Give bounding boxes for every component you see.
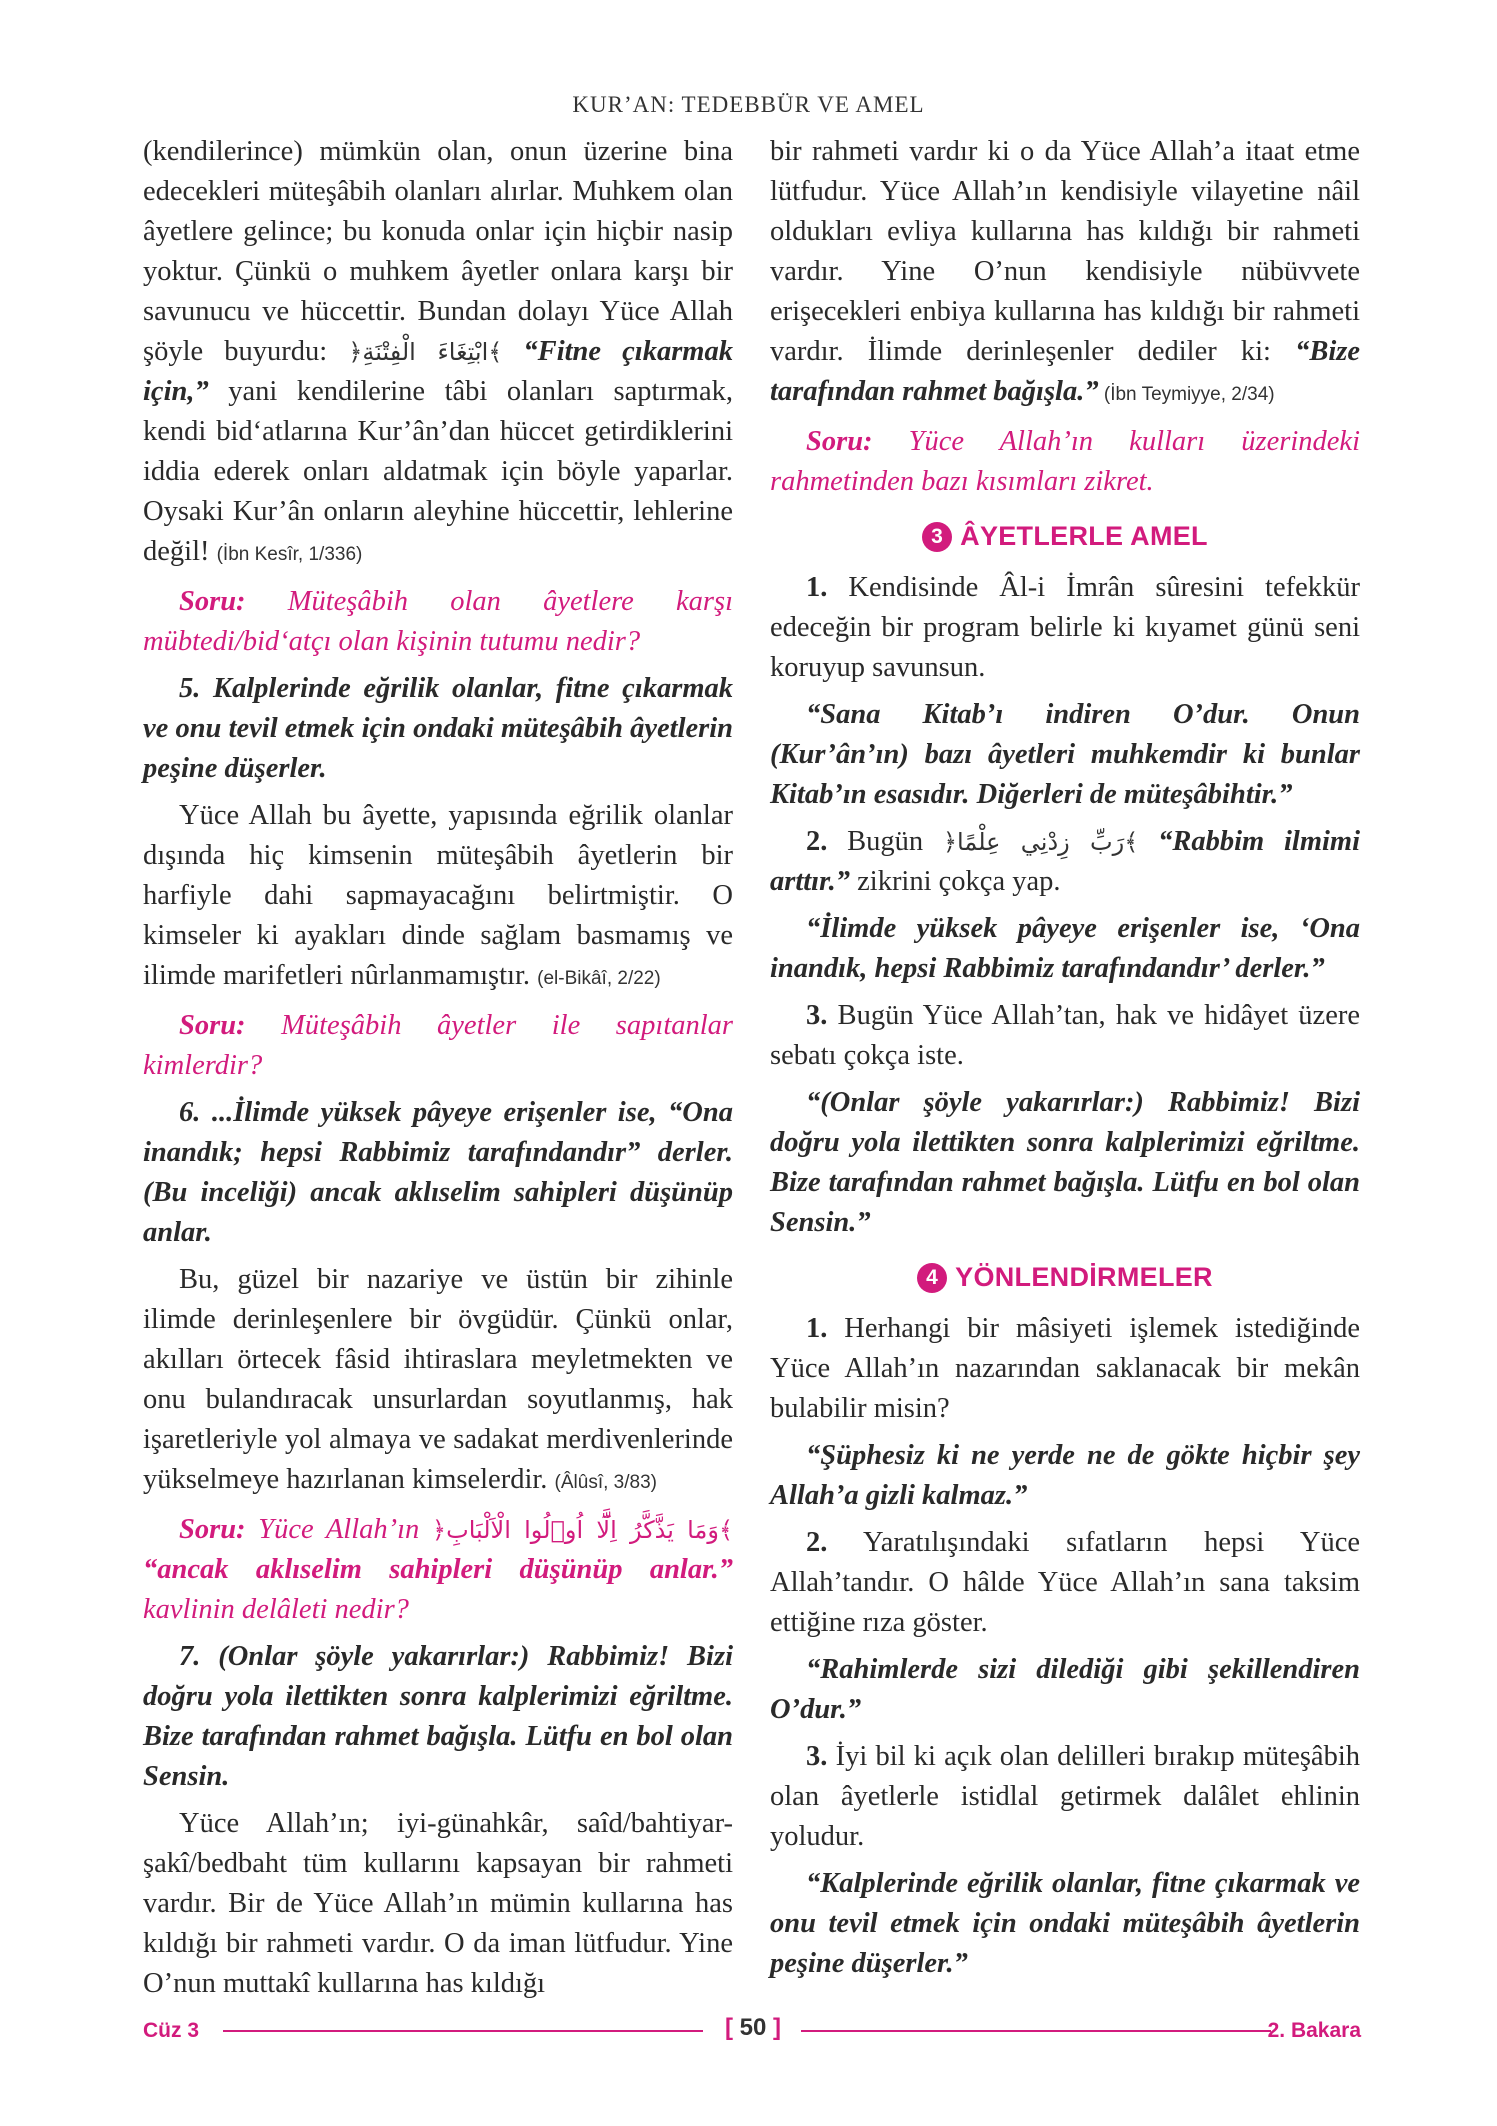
text: Yaratılışındaki sıfatların hepsi Yüce Allah’tandır. O hâlde Yüce Allah’ın sana taksim ettiğine rıza göster. xyxy=(770,1527,1360,1638)
list-item xyxy=(770,568,1360,688)
right-column xyxy=(770,132,1360,1991)
verse-quote: “Şüphesiz ki ne yerde ne de gökte hiçbir şey Allah’a gizli kalmaz.” xyxy=(770,1440,1360,1511)
verse-quote: “İlimde yüksek pâyeye erişenler ise, ‘Ona inandık, hepsi Rabbimiz tarafındandır’ derler.” xyxy=(770,913,1360,984)
paragraph: Yüce Allah’ın; iyi-günahkâr, saîd/bahtiyar-şakî/bedbaht tüm kullarını kapsayan bir rahmeti vardır. Bir de Yüce Allah’ın mümin kullarına has kıldığı bir rahmeti vardır. O da iman lütfudur. Yine O’nun muttakî kullarına has kıldığı xyxy=(143,1808,733,1999)
arabic-verse: ﴿رَبِّ زِدْنِي عِلْمًا﴾ xyxy=(942,828,1139,856)
verse-quote: “Rahimlerde sizi dilediği gibi şekillendiren O’dur.” xyxy=(770,1654,1360,1725)
question xyxy=(143,1006,733,1086)
text: (kendilerince) mümkün olan, onun üzerine bina edecekleri müteşâbih olanları alırlar. Muhkem olan âyetlere gelince; bu konuda onlar için hiçbir nasip yoktur. Çünkü o muhkem âyetler onlara karşı bir savunucu ve hüccettir. Bundan dolayı Yüce Allah şöyle buyurdu: xyxy=(143,136,733,367)
quote: “Bize tarafından rahmet bağışla.” xyxy=(770,336,1360,407)
paragraph xyxy=(143,132,733,575)
question-label: Soru: xyxy=(806,426,873,457)
question-text: Müteşâbih olan âyetlere karşı mübtedi/bid‘atçı olan kişinin tutumu nedir? xyxy=(143,586,733,657)
text: zikrini çokça yap. xyxy=(850,866,1061,897)
footer-rule xyxy=(801,2030,1271,2032)
text: Bugün xyxy=(827,826,943,857)
question xyxy=(143,1510,733,1630)
list-item xyxy=(770,996,1360,1076)
list-item xyxy=(770,1309,1360,1429)
text: Kendisinde Âl-i İmrân sûresini tefekkür edeceğin bir program belirle ki kıyamet günü seni koruyup savunsun. xyxy=(770,572,1360,683)
text: bir rahmeti vardır ki o da Yüce Allah’a itaat etme lütfudur. Yüce Allah’ın kendisiyle vilayetine nâil oldukları evliya kullarına has kıldığı bir rahmeti vardır. Yine O’nun kendisiyle nübüvvete erişecekleri enbiya kullarına has kıldığı bir rahmeti vardır. İlimde derinleşenler dediler ki: xyxy=(770,136,1360,367)
page-bracket-open: [ xyxy=(724,2014,740,2041)
arabic-verse: ﴿ابْتِغَاءَ الْفِتْنَةِ﴾ xyxy=(348,338,503,366)
section-number-badge: 3 xyxy=(922,522,952,552)
item-number: 2. xyxy=(806,1527,828,1558)
question-label: Soru: xyxy=(179,1010,246,1041)
quote: “Rabbim ilmimi arttır.” xyxy=(770,826,1361,897)
footer-juz-label: Cüz 3 xyxy=(143,2019,200,2042)
verse-heading: 6. ...İlimde yüksek pâyeye erişenler ise, “Ona inandık; hepsi Rabbimiz tarafındandır” derler. (Bu inceliği) ancak aklıselim sahipleri düşünüp anlar. xyxy=(143,1097,733,1248)
question-text: Yüce Allah’ın xyxy=(245,1514,433,1545)
quote: “ancak aklıselim sahipleri düşünüp anlar.” xyxy=(143,1554,733,1585)
left-column xyxy=(143,132,733,2011)
citation: (İbn Teymiyye, 2/34) xyxy=(1098,384,1275,405)
item-number: 1. xyxy=(806,1313,828,1344)
text: Herhangi bir mâsiyeti işlemek istediğinde Yüce Allah’ın nazarından saklanacak bir mekân bulabilir misin? xyxy=(770,1313,1360,1424)
question xyxy=(143,582,733,662)
section-title: YÖNLENDİRMELER xyxy=(955,1262,1213,1292)
citation: (Âlûsî, 3/83) xyxy=(554,1472,657,1493)
question xyxy=(770,422,1360,502)
page-number-value: 50 xyxy=(739,2014,767,2041)
item-number: 3. xyxy=(806,1741,828,1772)
verse-heading: 5. Kalplerinde eğrilik olanlar, fitne çıkarmak ve onu tevil etmek için ondaki müteşâbih âyetlerin peşine düşerler. xyxy=(143,673,733,784)
text: Yüce Allah bu âyette, yapısında eğrilik olanlar dışında hiç kimsenin müteşâbih âyetlerin bir harfiyle dahi sapmayacağını belirtmiştir. O kimseler ki ayakları dinde sağlam basmamış ve ilimde marifetleri nûrlanmamıştır. xyxy=(143,800,733,991)
page-bracket-close: ] xyxy=(766,2014,782,2041)
verse-quote: “Kalplerinde eğrilik olanlar, fitne çıkarmak ve onu tevil etmek için ondaki müteşâbih âyetlerin peşine düşerler.” xyxy=(770,1868,1360,1979)
page-number xyxy=(709,2014,797,2042)
footer-surah-label: 2. Bakara xyxy=(1267,2019,1361,2042)
list-item xyxy=(770,822,1360,902)
item-number: 2. xyxy=(806,826,828,857)
paragraph xyxy=(143,1260,733,1503)
item-number: 1. xyxy=(806,572,828,603)
text: Bugün Yüce Allah’tan, hak ve hidâyet üzere sebatı çokça iste. xyxy=(770,1000,1360,1071)
section-number-badge: 4 xyxy=(917,1263,947,1293)
section-title: ÂYETLERLE AMEL xyxy=(960,521,1208,551)
paragraph xyxy=(770,132,1360,415)
page-footer xyxy=(143,2016,1361,2046)
arabic-verse: ﴿وَمَا يَذَّكَّرُ اِلَّٓا اُو۬لُوا الْاَلْبَابِ﴾ xyxy=(432,1516,733,1544)
item-number: 3. xyxy=(806,1000,828,1031)
citation: (el-Bikâî, 2/22) xyxy=(537,968,661,989)
footer-rule xyxy=(223,2030,703,2032)
text: yani kendilerine tâbi olanları saptırmak, kendi bid‘atlarına Kur’ân’dan hüccet getirdiklerini iddia ederek onları aldatmak için böyle yaparlar. Oysaki Kur’ân onların aleyhine hüccettir, lehlerine değil! xyxy=(143,376,733,567)
question-text: kavlinin delâleti nedir? xyxy=(143,1594,409,1625)
question-text: Yüce Allah’ın kulları üzerindeki rahmetinden bazı kısımları zikret. xyxy=(770,426,1360,497)
section-heading-ayetlerle-amel xyxy=(770,516,1360,556)
list-item xyxy=(770,1523,1360,1643)
question-text: Müteşâbih âyetler ile sapıtanlar kimlerdir? xyxy=(143,1010,733,1081)
text: Bu, güzel bir nazariye ve üstün bir zihinle ilimde derinleşenlere bir övgüdür. Çünkü onlar, akılları örtecek fâsid ihtiraslara meyletmekten ve onu bulandıracak unsurlardan soyutlanmış, hak işaretleriyle yol almaya ve sadakat merdivenlerinde yükselmeye hazırlanan kimselerdir. xyxy=(143,1264,733,1495)
question-label: Soru: xyxy=(179,586,246,617)
verse-quote: “(Onlar şöyle yakarırlar:) Rabbimiz! Bizi doğru yola ilettikten sonra kalplerimizi eğriltme. Bize tarafından rahmet bağışla. Lütfu en bol olan Sensin.” xyxy=(770,1087,1360,1238)
section-heading-yonlendirmeler xyxy=(770,1257,1360,1297)
question-label: Soru: xyxy=(179,1514,246,1545)
text: İyi bil ki açık olan delilleri bırakıp müteşâbih olan âyetlerle istidlal getirmek dalâlet ehlinin yoludur. xyxy=(770,1741,1360,1852)
verse-heading: 7. (Onlar şöyle yakarırlar:) Rabbimiz! Bizi doğru yola ilettikten sonra kalplerimizi eğriltme. Bize tarafından rahmet bağışla. Lütfu en bol olan Sensin. xyxy=(143,1641,733,1792)
quote: “Fitne çıkarmak için,” xyxy=(143,336,733,407)
citation: (İbn Kesîr, 1/336) xyxy=(216,544,363,565)
running-header: KUR’AN: TEDEBBÜR VE AMEL xyxy=(572,92,925,117)
list-item xyxy=(770,1737,1360,1857)
paragraph xyxy=(143,796,733,999)
verse-quote: “Sana Kitab’ı indiren O’dur. Onun (Kur’ân’ın) bazı âyetleri muhkemdir ki bunlar Kitab’ın esasıdır. Diğerleri de müteşâbihtir.” xyxy=(770,699,1360,810)
